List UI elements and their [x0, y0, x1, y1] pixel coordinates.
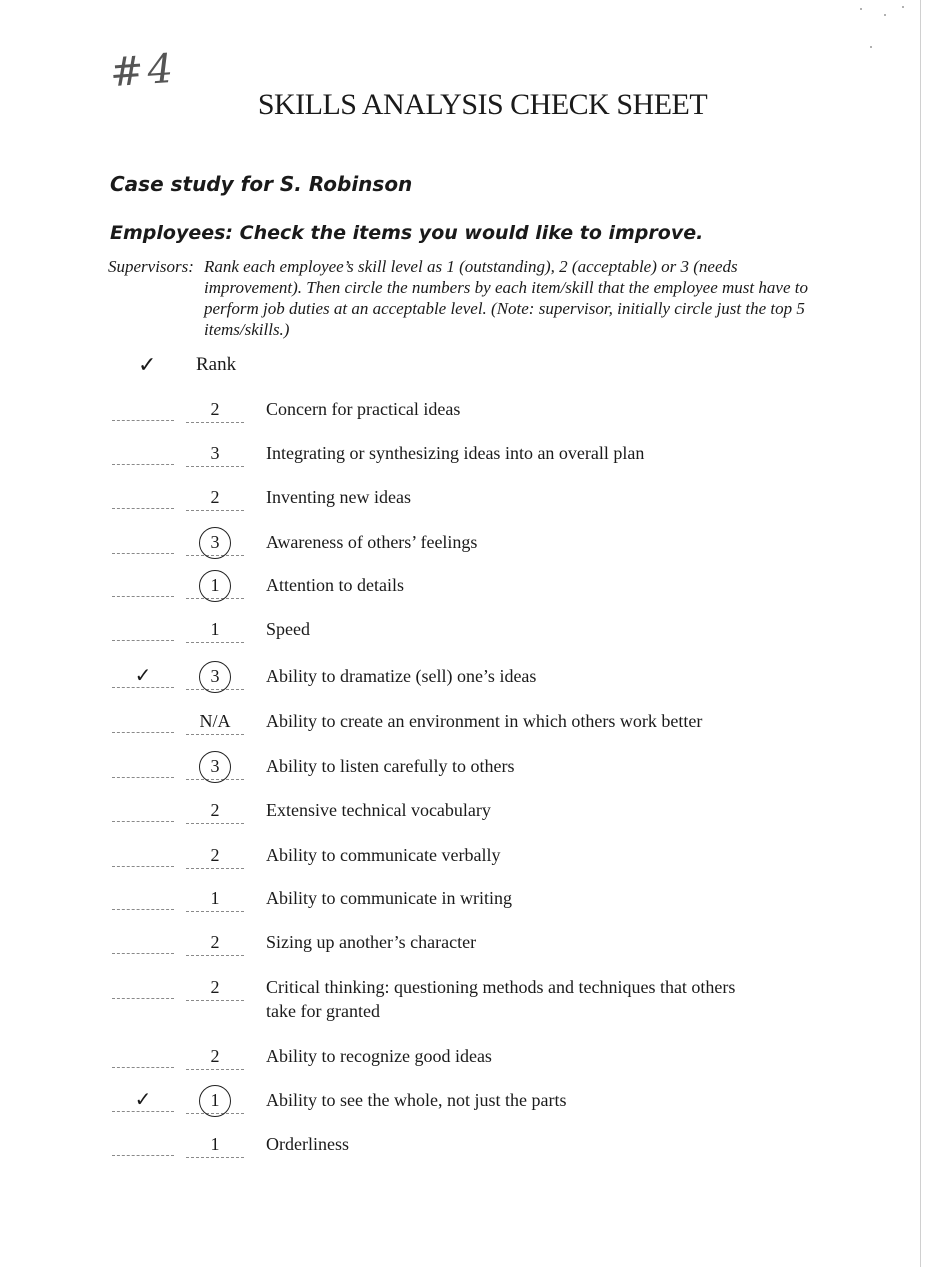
skill-row: [112, 617, 766, 643]
check-blank[interactable]: [112, 485, 174, 509]
scan-speck: [860, 8, 862, 10]
skill-row: [112, 573, 766, 599]
skill-label: Ability to create an environment in which others work better: [266, 711, 703, 731]
skill-row: [112, 1088, 766, 1114]
check-column-header: ✓: [138, 352, 157, 377]
check-blank[interactable]: [112, 798, 174, 822]
rank-blank[interactable]: [186, 798, 244, 824]
skill-row: [112, 975, 766, 1023]
check-blank[interactable]: [112, 843, 174, 867]
rank-value: N/A: [199, 711, 231, 731]
skill-row: [112, 930, 766, 956]
circled-rank[interactable]: [186, 530, 244, 556]
employees-instruction: Employees: Check the items you would like to improve.: [110, 222, 704, 244]
check-blank[interactable]: [112, 397, 174, 421]
skill-label: Ability to recognize good ideas: [266, 1046, 492, 1066]
rank-value: 1: [210, 1090, 220, 1110]
page-margin-line: [920, 0, 921, 1267]
check-blank[interactable]: [112, 754, 174, 778]
circled-rank[interactable]: [186, 664, 244, 690]
rank-value: 2: [210, 977, 220, 997]
skill-row: [112, 441, 766, 467]
skill-label: Ability to listen carefully to others: [266, 756, 515, 776]
check-blank[interactable]: ✓: [112, 1088, 174, 1112]
check-blank[interactable]: [112, 709, 174, 733]
rank-value: 1: [210, 619, 220, 639]
rank-blank[interactable]: [186, 1132, 244, 1158]
skill-label: Speed: [266, 619, 310, 639]
skill-row: [112, 485, 766, 511]
rank-blank[interactable]: [186, 930, 244, 956]
rank-blank[interactable]: [186, 1044, 244, 1070]
rank-value: 2: [210, 800, 220, 820]
supervisors-label: Supervisors:: [108, 257, 194, 276]
skill-row: [112, 886, 766, 912]
rank-value: 2: [210, 399, 220, 419]
skill-row: [112, 530, 766, 556]
column-header: [138, 352, 236, 378]
check-blank[interactable]: [112, 441, 174, 465]
rank-value: 1: [210, 575, 220, 595]
rank-blank[interactable]: [186, 397, 244, 423]
skill-label: Inventing new ideas: [266, 487, 411, 507]
skill-label: Ability to dramatize (sell) one’s ideas: [266, 666, 537, 686]
rank-value: 3: [210, 666, 220, 686]
skill-label: Ability to see the whole, not just the parts: [266, 1090, 567, 1110]
handwritten-page-number: #4: [108, 45, 179, 97]
skill-row: [112, 843, 766, 869]
rank-value: 2: [210, 932, 220, 952]
rank-blank[interactable]: [186, 617, 244, 643]
rank-value: 2: [210, 487, 220, 507]
check-blank[interactable]: [112, 1044, 174, 1068]
skill-label: Critical thinking: questioning methods and techniques that others take for granted: [266, 977, 736, 1021]
skill-row: [112, 397, 766, 423]
skill-row: [112, 664, 766, 690]
rank-column-header: Rank: [196, 354, 237, 375]
skill-label: Ability to communicate in writing: [266, 888, 512, 908]
check-blank[interactable]: [112, 930, 174, 954]
skill-label: Sizing up another’s character: [266, 932, 477, 952]
rank-value: 2: [210, 1046, 220, 1066]
skill-label: Awareness of others’ feelings: [266, 532, 478, 552]
rank-value: 1: [210, 888, 220, 908]
check-blank[interactable]: [112, 617, 174, 641]
skill-row: [112, 709, 766, 735]
check-blank[interactable]: ✓: [112, 664, 174, 688]
circled-rank[interactable]: [186, 573, 244, 599]
rank-blank[interactable]: [186, 975, 244, 1001]
scan-speck: [902, 6, 904, 8]
rank-value: 2: [210, 845, 220, 865]
skill-label: Extensive technical vocabulary: [266, 800, 491, 820]
skill-label: Concern for practical ideas: [266, 399, 461, 419]
circled-rank[interactable]: [186, 754, 244, 780]
skill-row: [112, 1044, 766, 1070]
skill-row: [112, 754, 766, 780]
rank-blank[interactable]: [186, 441, 244, 467]
rank-blank[interactable]: [186, 843, 244, 869]
check-blank[interactable]: [112, 975, 174, 999]
skill-row: [112, 1132, 766, 1158]
rank-value: 3: [210, 532, 220, 552]
check-blank[interactable]: [112, 573, 174, 597]
rank-blank[interactable]: [186, 709, 244, 735]
skill-label: Orderliness: [266, 1134, 349, 1154]
rank-blank[interactable]: [186, 886, 244, 912]
skill-label: Attention to details: [266, 575, 404, 595]
rank-value: 3: [210, 443, 220, 463]
circled-rank[interactable]: [186, 1088, 244, 1114]
rank-blank[interactable]: [186, 485, 244, 511]
check-blank[interactable]: [112, 1132, 174, 1156]
check-blank[interactable]: [112, 886, 174, 910]
scan-speck: [870, 46, 872, 48]
scan-speck: [884, 14, 886, 16]
skill-row: [112, 798, 766, 824]
supervisors-instruction: [108, 256, 808, 340]
check-blank[interactable]: [112, 530, 174, 554]
skill-label: Ability to communicate verbally: [266, 845, 501, 865]
supervisors-text: Rank each employee’s skill level as 1 (outstanding), 2 (acceptable) or 3 (needs improvement). Then circle the numbers by each item/skill that the employee must have to perform job duties at an acceptable level. (Note: supervisor, initially circle just the top 5 items/skills.): [204, 257, 808, 339]
page-title: SKILLS ANALYSIS CHECK SHEET: [257, 88, 708, 121]
case-study-heading: Case study for S. Robinson: [110, 172, 413, 196]
rank-value: 3: [210, 756, 220, 776]
skill-label: Integrating or synthesizing ideas into an overall plan: [266, 443, 645, 463]
rank-value: 1: [210, 1134, 220, 1154]
